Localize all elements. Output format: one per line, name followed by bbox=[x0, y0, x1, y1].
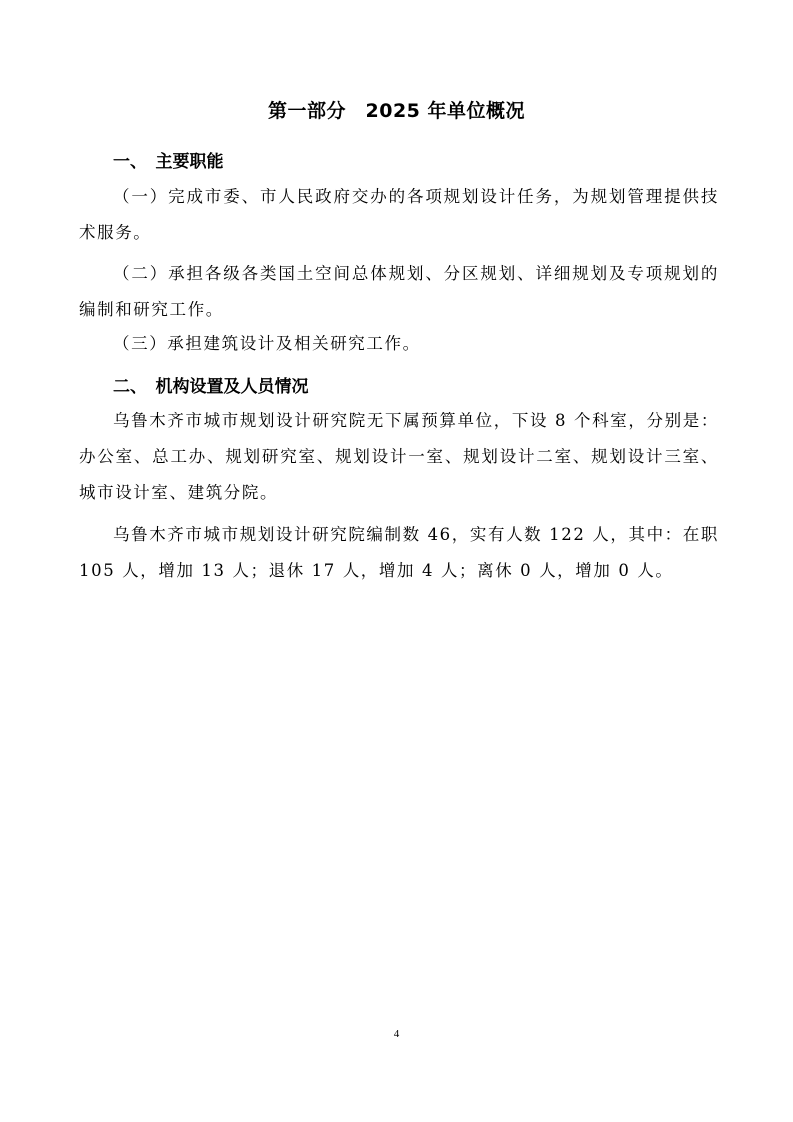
section-heading-organization-staff: 二、 机构设置及人员情况 bbox=[113, 377, 309, 397]
page-title: 第一部分 2025 年单位概况 bbox=[268, 100, 525, 122]
paragraph-function-3: （三）承担建筑设计及相关研究工作。 bbox=[113, 334, 421, 353]
paragraph-function-1: （一）完成市委、市人民政府交办的各项规划设计任务，为规划管理提供技术服务。 bbox=[79, 187, 719, 242]
page-number: 4 bbox=[393, 1028, 400, 1040]
section-heading-main-functions: 一、 主要职能 bbox=[113, 152, 224, 172]
paragraph-function-2: （二）承担各级各类国土空间总体规划、分区规划、详细规划及专项规划的编制和研究工作。 bbox=[79, 264, 719, 319]
paragraph-staff: 乌鲁木齐市城市规划设计研究院编制数 46，实有人数 122 人，其中：在职 105 人，增加 13 人；退休 17 人，增加 4 人；离休 0 人，增加 0 人。 bbox=[79, 525, 719, 580]
paragraph-organization: 乌鲁木齐市城市规划设计研究院无下属预算单位，下设 8 个科室，分别是：办公室、总工办、规划研究室、规划设计一室、规划设计二室、规划设计三室、城市设计室、建筑分院。 bbox=[79, 411, 719, 502]
